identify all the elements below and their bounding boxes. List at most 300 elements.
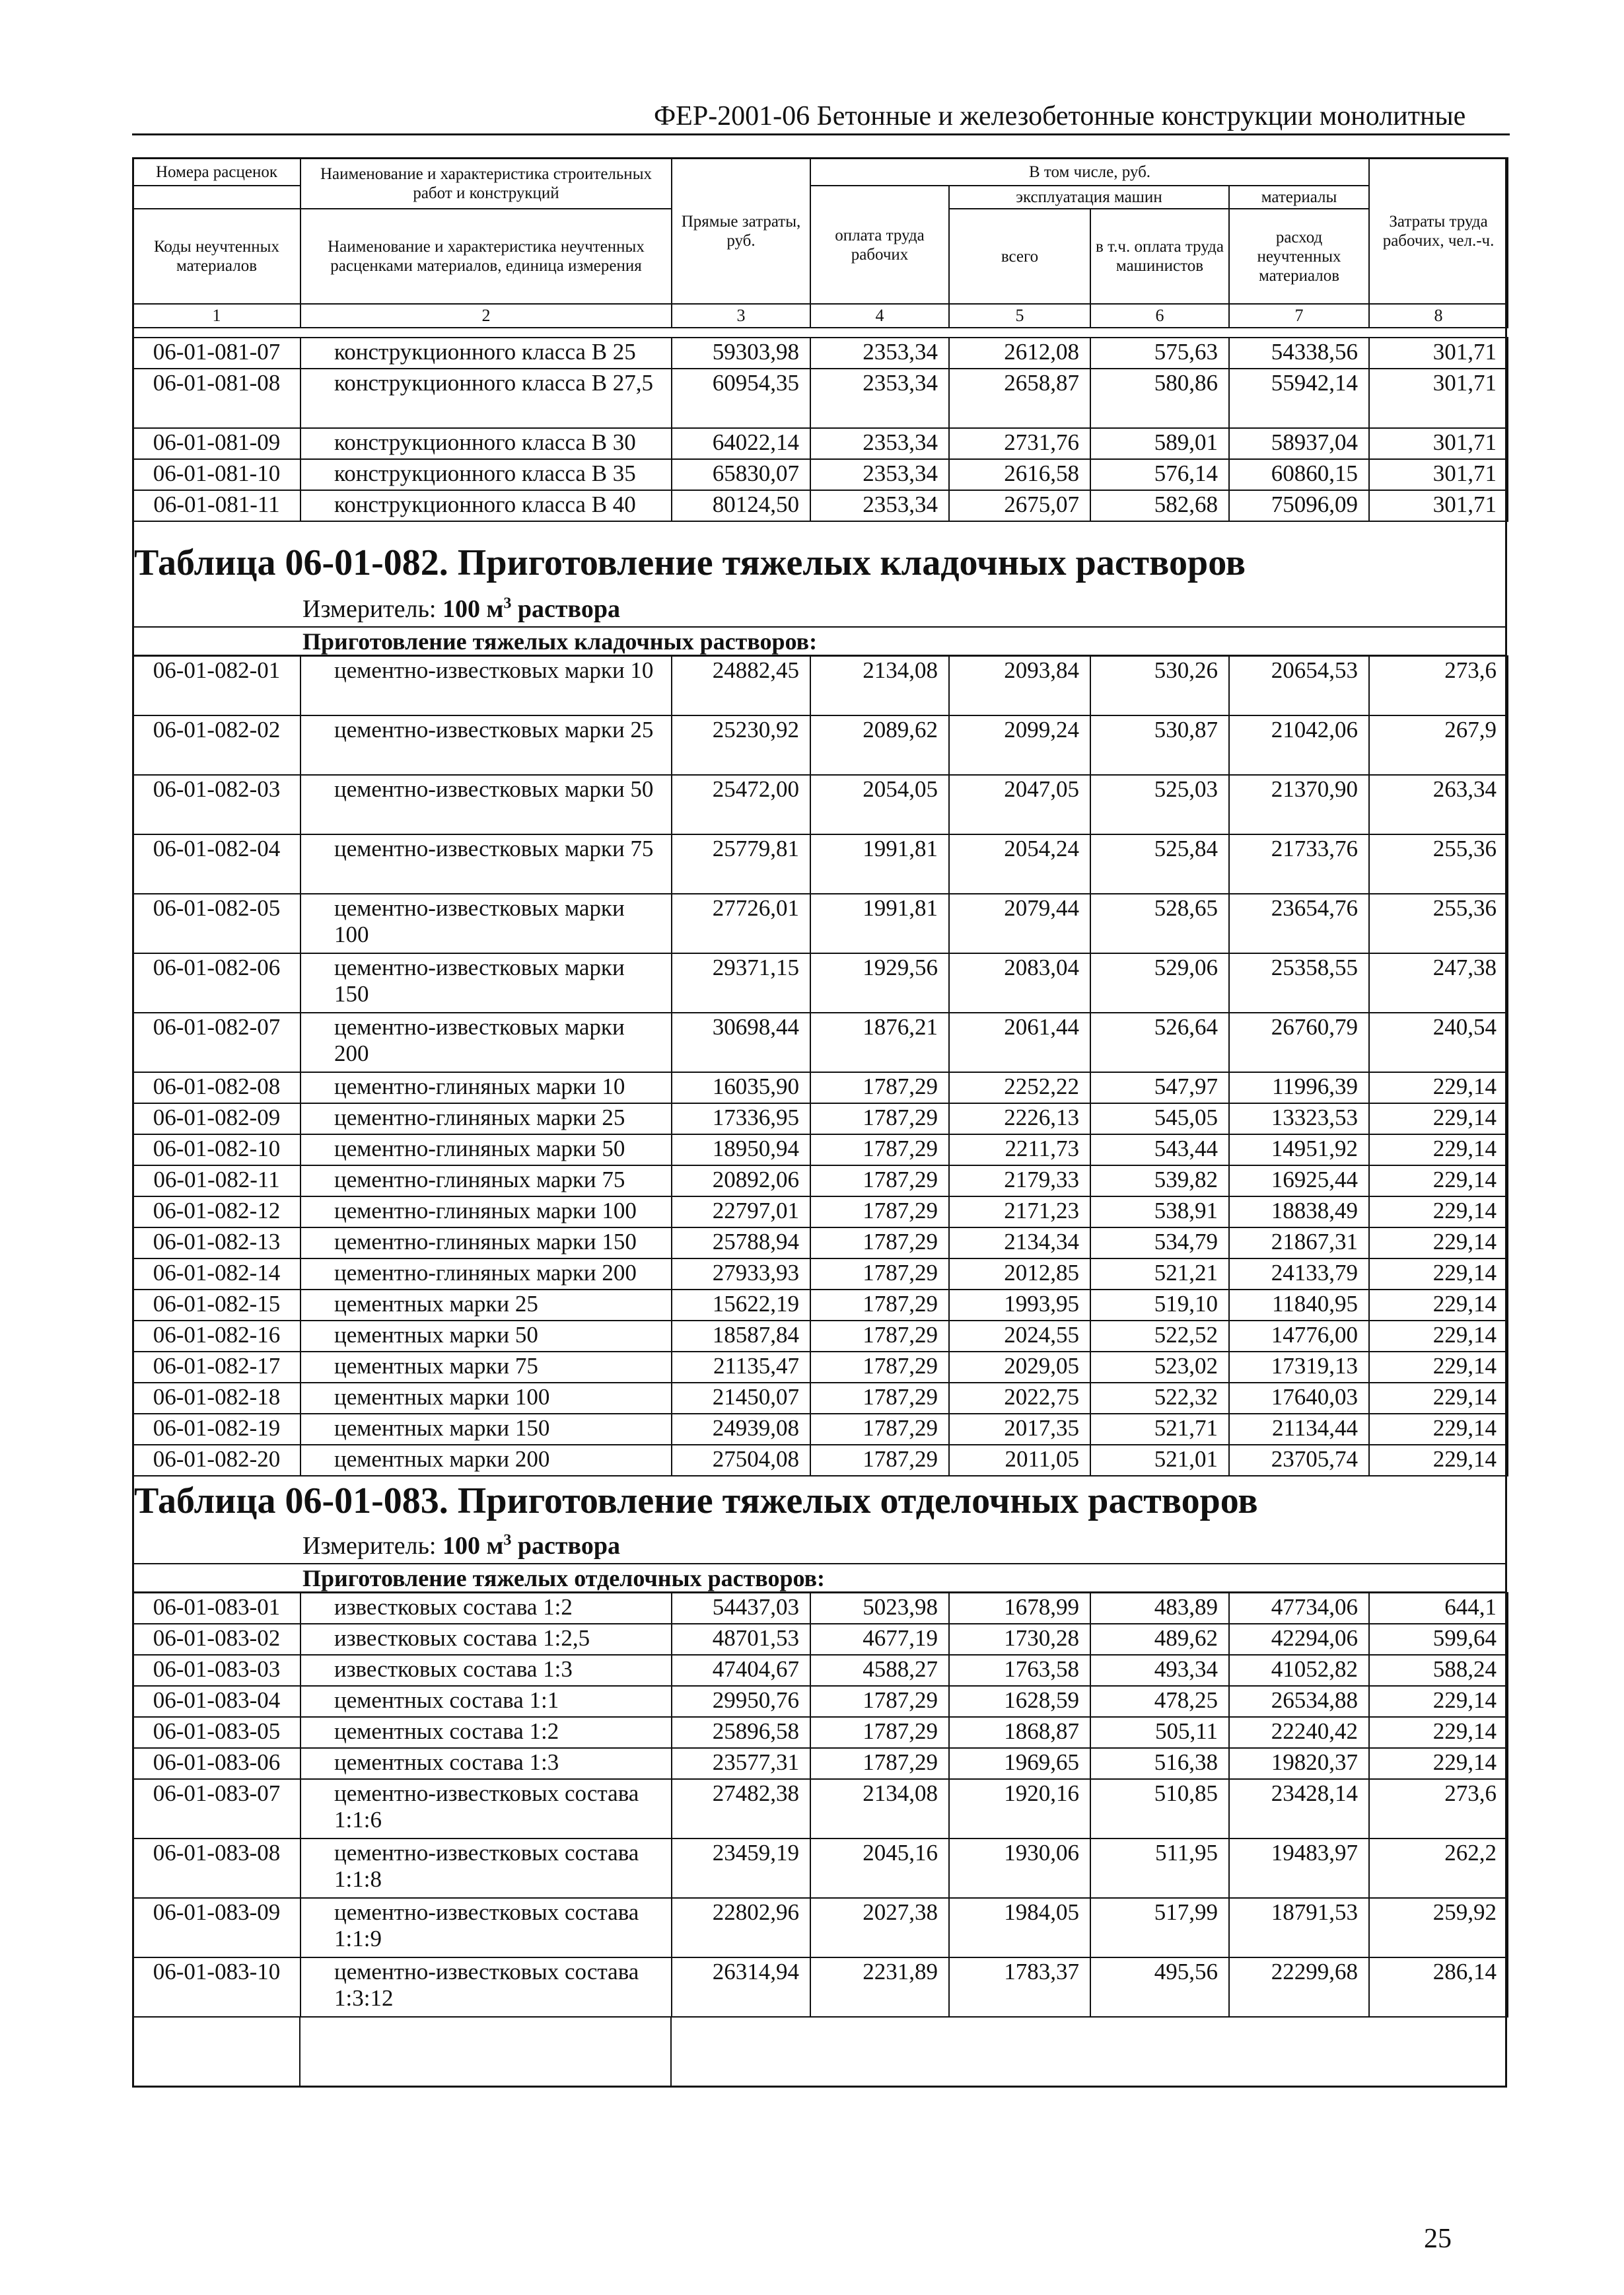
labor-hours-cell: 263,34 — [1369, 775, 1508, 834]
direct-costs-cell: 18587,84 — [672, 1321, 810, 1352]
worker-wages-cell: 1787,29 — [810, 1321, 949, 1352]
materials-usage-cell: 17640,03 — [1229, 1383, 1369, 1414]
labor-hours-cell: 229,14 — [1369, 1258, 1508, 1290]
materials-usage-cell: 23654,76 — [1229, 894, 1369, 953]
machines-total-cell: 2061,44 — [949, 1013, 1090, 1072]
labor-hours-cell: 286,14 — [1369, 1957, 1508, 2017]
machines-total-cell: 2171,23 — [949, 1196, 1090, 1227]
labor-hours-cell: 267,9 — [1369, 715, 1508, 775]
header-rule — [132, 133, 1510, 135]
operator-wages-cell: 530,87 — [1090, 715, 1229, 775]
rate-code: 06-01-082-14 — [133, 1258, 300, 1290]
col-num-4: 4 — [810, 304, 949, 328]
machines-total-cell: 2012,85 — [949, 1258, 1090, 1290]
operator-wages-cell: 529,06 — [1090, 953, 1229, 1013]
rate-code: 06-01-081-07 — [133, 338, 300, 369]
rate-code: 06-01-082-20 — [133, 1445, 300, 1476]
work-name: цементно-известковых марки 75 — [300, 834, 672, 894]
worker-wages-cell: 1787,29 — [810, 1258, 949, 1290]
work-name: известковых состава 1:2,5 — [300, 1624, 672, 1655]
operator-wages-cell: 530,26 — [1090, 656, 1229, 715]
rate-code: 06-01-082-03 — [133, 775, 300, 834]
machines-total-cell: 1984,05 — [949, 1898, 1090, 1957]
col-number-label: Номера расценок — [133, 158, 300, 186]
labor-hours-cell: 229,14 — [1369, 1165, 1508, 1196]
worker-wages-cell: 2027,38 — [810, 1898, 949, 1957]
machines-total-cell: 1783,37 — [949, 1957, 1090, 2017]
machines-total-cell: 2022,75 — [949, 1383, 1090, 1414]
labor-hours-cell: 229,14 — [1369, 1717, 1508, 1748]
rate-code: 06-01-082-17 — [133, 1352, 300, 1383]
work-name: конструкционного класса В 30 — [300, 428, 672, 459]
operator-wages-cell: 511,95 — [1090, 1839, 1229, 1898]
work-name: цементно-глиняных марки 50 — [300, 1134, 672, 1165]
materials-usage-cell: 42294,06 — [1229, 1624, 1369, 1655]
rate-code: 06-01-082-10 — [133, 1134, 300, 1165]
labor-hours-cell: 240,54 — [1369, 1013, 1508, 1072]
worker-wages-cell: 2089,62 — [810, 715, 949, 775]
direct-costs-cell: 25788,94 — [672, 1227, 810, 1258]
work-name: цементно-известковых состава 1:1:9 — [300, 1898, 672, 1957]
rate-code: 06-01-083-01 — [133, 1593, 300, 1624]
col-labor-costs: Затраты труда рабочих, чел.-ч. — [1369, 158, 1508, 304]
col-num-3: 3 — [672, 304, 810, 328]
direct-costs-cell: 25896,58 — [672, 1717, 810, 1748]
work-name: цементных марки 75 — [300, 1352, 672, 1383]
labor-hours-cell: 229,14 — [1369, 1321, 1508, 1352]
operator-wages-cell: 538,91 — [1090, 1196, 1229, 1227]
operator-wages-cell: 522,32 — [1090, 1383, 1229, 1414]
labor-hours-cell: 301,71 — [1369, 490, 1508, 521]
machines-total-cell: 2099,24 — [949, 715, 1090, 775]
materials-usage-cell: 14951,92 — [1229, 1134, 1369, 1165]
operator-wages-cell: 580,86 — [1090, 369, 1229, 428]
work-name: цементных состава 1:1 — [300, 1686, 672, 1717]
labor-hours-cell: 588,24 — [1369, 1655, 1508, 1686]
col-material-name: Наименование и характеристика неучтенных расценками материалов, единица измерения — [300, 209, 672, 304]
direct-costs-cell: 18950,94 — [672, 1134, 810, 1165]
worker-wages-cell: 1787,29 — [810, 1072, 949, 1103]
work-name: цементно-глиняных марки 75 — [300, 1165, 672, 1196]
column-divider — [670, 2018, 672, 2088]
materials-usage-cell: 22240,42 — [1229, 1717, 1369, 1748]
materials-usage-cell: 26760,79 — [1229, 1013, 1369, 1072]
worker-wages-cell: 2353,34 — [810, 490, 949, 521]
operator-wages-cell: 510,85 — [1090, 1779, 1229, 1839]
labor-hours-cell: 273,6 — [1369, 1779, 1508, 1839]
materials-usage-cell: 21134,44 — [1229, 1414, 1369, 1445]
rate-code: 06-01-082-18 — [133, 1383, 300, 1414]
machines-total-cell: 2616,58 — [949, 459, 1090, 490]
col-num-2: 2 — [300, 304, 672, 328]
direct-costs-cell: 24882,45 — [672, 656, 810, 715]
materials-usage-cell: 19483,97 — [1229, 1839, 1369, 1898]
operator-wages-cell: 519,10 — [1090, 1290, 1229, 1321]
rate-code: 06-01-082-04 — [133, 834, 300, 894]
rate-code: 06-01-083-07 — [133, 1779, 300, 1839]
rate-code: 06-01-081-11 — [133, 490, 300, 521]
worker-wages-cell: 2134,08 — [810, 656, 949, 715]
machines-total-cell: 1763,58 — [949, 1655, 1090, 1686]
labor-hours-cell: 229,14 — [1369, 1414, 1508, 1445]
machines-total-cell: 2083,04 — [949, 953, 1090, 1013]
work-name: цементно-известковых марки 100 — [300, 894, 672, 953]
direct-costs-cell: 47404,67 — [672, 1655, 810, 1686]
machines-total-cell: 2134,34 — [949, 1227, 1090, 1258]
work-name: цементно-известковых марки 150 — [300, 953, 672, 1013]
labor-hours-cell: 259,92 — [1369, 1898, 1508, 1957]
work-name: цементно-известковых марки 50 — [300, 775, 672, 834]
work-name: цементно-известковых марки 10 — [300, 656, 672, 715]
operator-wages-cell: 526,64 — [1090, 1013, 1229, 1072]
machines-total-cell: 2047,05 — [949, 775, 1090, 834]
worker-wages-cell: 2353,34 — [810, 369, 949, 428]
column-divider — [299, 2018, 300, 2088]
rate-code: 06-01-082-11 — [133, 1165, 300, 1196]
machines-total-cell: 2079,44 — [949, 894, 1090, 953]
col-machines-total: всего — [949, 209, 1090, 304]
table-082-measure: Измеритель: 100 $м^3$ раствора — [302, 595, 620, 623]
materials-usage-cell: 18791,53 — [1229, 1898, 1369, 1957]
direct-costs-cell: 22802,96 — [672, 1898, 810, 1957]
operator-wages-cell: 582,68 — [1090, 490, 1229, 521]
operator-wages-cell: 528,65 — [1090, 894, 1229, 953]
materials-usage-cell: 75096,09 — [1229, 490, 1369, 521]
direct-costs-cell: 21450,07 — [672, 1383, 810, 1414]
machines-total-cell: 2054,24 — [949, 834, 1090, 894]
labor-hours-cell: 229,14 — [1369, 1445, 1508, 1476]
labor-hours-cell: 599,64 — [1369, 1624, 1508, 1655]
operator-wages-cell: 543,44 — [1090, 1134, 1229, 1165]
worker-wages-cell: 1787,29 — [810, 1134, 949, 1165]
work-name: цементно-известковых состава 1:3:12 — [300, 1957, 672, 2017]
machines-total-cell: 2612,08 — [949, 338, 1090, 369]
direct-costs-cell: 16035,90 — [672, 1072, 810, 1103]
table-083-section-title: Приготовление тяжелых отделочных растворов: — [302, 1565, 826, 1591]
worker-wages-cell: 1787,29 — [810, 1352, 949, 1383]
labor-hours-cell: 301,71 — [1369, 338, 1508, 369]
worker-wages-cell: 4588,27 — [810, 1655, 949, 1686]
materials-usage-cell: 24133,79 — [1229, 1258, 1369, 1290]
work-name: цементных марки 200 — [300, 1445, 672, 1476]
operator-wages-cell: 522,52 — [1090, 1321, 1229, 1352]
direct-costs-cell: 27726,01 — [672, 894, 810, 953]
rate-code: 06-01-082-19 — [133, 1414, 300, 1445]
work-name: цементно-известковых марки 25 — [300, 715, 672, 775]
operator-wages-cell: 534,79 — [1090, 1227, 1229, 1258]
work-name: цементно-известковых состава 1:1:8 — [300, 1839, 672, 1898]
work-name: конструкционного класса В 35 — [300, 459, 672, 490]
machines-total-cell: 1730,28 — [949, 1624, 1090, 1655]
machines-total-cell: 2252,22 — [949, 1072, 1090, 1103]
direct-costs-cell: 29371,15 — [672, 953, 810, 1013]
worker-wages-cell: 1876,21 — [810, 1013, 949, 1072]
rate-code: 06-01-081-08 — [133, 369, 300, 428]
operator-wages-cell: 521,21 — [1090, 1258, 1229, 1290]
worker-wages-cell: 1991,81 — [810, 834, 949, 894]
materials-usage-cell: 21370,90 — [1229, 775, 1369, 834]
machines-total-cell: 1993,95 — [949, 1290, 1090, 1321]
rate-code: 06-01-082-15 — [133, 1290, 300, 1321]
direct-costs-cell: 65830,07 — [672, 459, 810, 490]
operator-wages-cell: 589,01 — [1090, 428, 1229, 459]
labor-hours-cell: 229,14 — [1369, 1686, 1508, 1717]
rate-code: 06-01-082-09 — [133, 1103, 300, 1134]
machines-total-cell: 1920,16 — [949, 1779, 1090, 1839]
direct-costs-cell: 25779,81 — [672, 834, 810, 894]
rate-code: 06-01-083-02 — [133, 1624, 300, 1655]
labor-hours-cell: 229,14 — [1369, 1748, 1508, 1779]
labor-hours-cell: 301,71 — [1369, 428, 1508, 459]
materials-usage-cell: 21867,31 — [1229, 1227, 1369, 1258]
materials-usage-cell: 23705,74 — [1229, 1445, 1369, 1476]
col-materials: материалы — [1229, 186, 1369, 209]
operator-wages-cell: 489,62 — [1090, 1624, 1229, 1655]
materials-usage-cell: 14776,00 — [1229, 1321, 1369, 1352]
running-header: ФЕР-2001-06 Бетонные и железобетонные конструкции монолитные — [654, 101, 1466, 131]
col-num-6: 6 — [1090, 304, 1229, 328]
rate-code: 06-01-082-01 — [133, 656, 300, 715]
worker-wages-cell: 1787,29 — [810, 1290, 949, 1321]
operator-wages-cell: 576,14 — [1090, 459, 1229, 490]
rate-code: 06-01-082-12 — [133, 1196, 300, 1227]
work-name: известковых состава 1:3 — [300, 1655, 672, 1686]
worker-wages-cell: 2353,34 — [810, 428, 949, 459]
work-name: цементно-глиняных марки 200 — [300, 1258, 672, 1290]
direct-costs-cell: 27482,38 — [672, 1779, 810, 1839]
machines-total-cell: 2211,73 — [949, 1134, 1090, 1165]
labor-hours-cell: 247,38 — [1369, 953, 1508, 1013]
direct-costs-cell: 20892,06 — [672, 1165, 810, 1196]
direct-costs-cell: 21135,47 — [672, 1352, 810, 1383]
materials-usage-cell: 11840,95 — [1229, 1290, 1369, 1321]
operator-wages-cell: 539,82 — [1090, 1165, 1229, 1196]
materials-usage-cell: 21042,06 — [1229, 715, 1369, 775]
materials-usage-cell: 20654,53 — [1229, 656, 1369, 715]
work-name: конструкционного класса В 25 — [300, 338, 672, 369]
worker-wages-cell: 2045,16 — [810, 1839, 949, 1898]
col-direct-costs: Прямые затраты, руб. — [672, 158, 810, 304]
machines-total-cell: 1930,06 — [949, 1839, 1090, 1898]
labor-hours-cell: 229,14 — [1369, 1290, 1508, 1321]
worker-wages-cell: 2134,08 — [810, 1779, 949, 1839]
work-name: цементно-глиняных марки 150 — [300, 1227, 672, 1258]
labor-hours-cell: 255,36 — [1369, 834, 1508, 894]
worker-wages-cell: 1929,56 — [810, 953, 949, 1013]
direct-costs-cell: 26314,94 — [672, 1957, 810, 2017]
work-name: конструкционного класса В 27,5 — [300, 369, 672, 428]
table-082-title: Таблица 06-01-082. Приготовление тяжелых кладочных растворов — [134, 542, 1246, 583]
col-name-label: Наименование и характеристика строительных работ и конструкций — [300, 158, 672, 209]
machines-total-cell: 2093,84 — [949, 656, 1090, 715]
rate-code: 06-01-083-03 — [133, 1655, 300, 1686]
materials-usage-cell: 17319,13 — [1229, 1352, 1369, 1383]
work-name: цементно-глиняных марки 10 — [300, 1072, 672, 1103]
labor-hours-cell: 229,14 — [1369, 1227, 1508, 1258]
work-name: цементно-известковых состава 1:1:6 — [300, 1779, 672, 1839]
labor-hours-cell: 229,14 — [1369, 1196, 1508, 1227]
worker-wages-cell: 1787,29 — [810, 1196, 949, 1227]
operator-wages-cell: 575,63 — [1090, 338, 1229, 369]
col-wages: оплата труда рабочих — [810, 186, 949, 304]
operator-wages-cell: 516,38 — [1090, 1748, 1229, 1779]
rate-code: 06-01-082-06 — [133, 953, 300, 1013]
machines-total-cell: 1969,65 — [949, 1748, 1090, 1779]
worker-wages-cell: 1787,29 — [810, 1227, 949, 1258]
rate-code: 06-01-083-05 — [133, 1717, 300, 1748]
machines-total-cell: 1868,87 — [949, 1717, 1090, 1748]
materials-usage-cell: 13323,53 — [1229, 1103, 1369, 1134]
page-number: 25 — [1424, 2224, 1452, 2254]
work-name: цементно-глиняных марки 25 — [300, 1103, 672, 1134]
machines-total-cell: 2029,05 — [949, 1352, 1090, 1383]
machines-total-cell: 2658,87 — [949, 369, 1090, 428]
materials-usage-cell: 58937,04 — [1229, 428, 1369, 459]
machines-total-cell: 2017,35 — [949, 1414, 1090, 1445]
direct-costs-cell: 80124,50 — [672, 490, 810, 521]
direct-costs-cell: 23577,31 — [672, 1748, 810, 1779]
operator-wages-cell: 483,89 — [1090, 1593, 1229, 1624]
operator-wages-cell: 545,05 — [1090, 1103, 1229, 1134]
rate-code: 06-01-082-07 — [133, 1013, 300, 1072]
work-name: цементных состава 1:2 — [300, 1717, 672, 1748]
materials-usage-cell: 54338,56 — [1229, 338, 1369, 369]
materials-usage-cell: 21733,76 — [1229, 834, 1369, 894]
worker-wages-cell: 2231,89 — [810, 1957, 949, 2017]
labor-hours-cell: 229,14 — [1369, 1103, 1508, 1134]
materials-usage-cell: 22299,68 — [1229, 1957, 1369, 2017]
col-including: В том числе, руб. — [810, 158, 1369, 186]
materials-usage-cell: 11996,39 — [1229, 1072, 1369, 1103]
worker-wages-cell: 1787,29 — [810, 1445, 949, 1476]
direct-costs-cell: 15622,19 — [672, 1290, 810, 1321]
worker-wages-cell: 4677,19 — [810, 1624, 949, 1655]
worker-wages-cell: 1787,29 — [810, 1414, 949, 1445]
table-082-section-title: Приготовление тяжелых кладочных растворов: — [302, 628, 818, 655]
operator-wages-cell: 493,34 — [1090, 1655, 1229, 1686]
operator-wages-cell: 478,25 — [1090, 1686, 1229, 1717]
col-operator-wages: в т.ч. оплата труда машинистов — [1090, 209, 1229, 304]
materials-usage-cell: 16925,44 — [1229, 1165, 1369, 1196]
work-name: известковых состава 1:2 — [300, 1593, 672, 1624]
worker-wages-cell: 1787,29 — [810, 1383, 949, 1414]
operator-wages-cell: 525,03 — [1090, 775, 1229, 834]
worker-wages-cell: 1787,29 — [810, 1686, 949, 1717]
worker-wages-cell: 1787,29 — [810, 1748, 949, 1779]
table-083-title: Таблица 06-01-083. Приготовление тяжелых отделочных растворов — [134, 1480, 1258, 1521]
worker-wages-cell: 2353,34 — [810, 338, 949, 369]
work-name: цементных марки 25 — [300, 1290, 672, 1321]
rate-code: 06-01-081-10 — [133, 459, 300, 490]
operator-wages-cell: 523,02 — [1090, 1352, 1229, 1383]
worker-wages-cell: 5023,98 — [810, 1593, 949, 1624]
materials-usage-cell: 25358,55 — [1229, 953, 1369, 1013]
col-material-codes: Коды неучтенных материалов — [133, 209, 300, 304]
machines-total-cell: 2011,05 — [949, 1445, 1090, 1476]
rate-code: 06-01-082-16 — [133, 1321, 300, 1352]
operator-wages-cell: 521,71 — [1090, 1414, 1229, 1445]
materials-usage-cell: 18838,49 — [1229, 1196, 1369, 1227]
work-name: цементных марки 50 — [300, 1321, 672, 1352]
rate-code: 06-01-083-04 — [133, 1686, 300, 1717]
rate-code: 06-01-082-13 — [133, 1227, 300, 1258]
col-num-7: 7 — [1229, 304, 1369, 328]
operator-wages-cell: 505,11 — [1090, 1717, 1229, 1748]
direct-costs-cell: 54437,03 — [672, 1593, 810, 1624]
materials-usage-cell: 55942,14 — [1229, 369, 1369, 428]
page-frame — [132, 157, 1507, 2088]
machines-total-cell: 1678,99 — [949, 1593, 1090, 1624]
worker-wages-cell: 2054,05 — [810, 775, 949, 834]
rate-code: 06-01-083-06 — [133, 1748, 300, 1779]
machines-total-cell: 2024,55 — [949, 1321, 1090, 1352]
col-num-1: 1 — [133, 304, 300, 328]
direct-costs-cell: 30698,44 — [672, 1013, 810, 1072]
labor-hours-cell: 273,6 — [1369, 656, 1508, 715]
rate-code: 06-01-082-02 — [133, 715, 300, 775]
materials-usage-cell: 47734,06 — [1229, 1593, 1369, 1624]
direct-costs-cell: 48701,53 — [672, 1624, 810, 1655]
labor-hours-cell: 229,14 — [1369, 1072, 1508, 1103]
direct-costs-cell: 64022,14 — [672, 428, 810, 459]
labor-hours-cell: 301,71 — [1369, 459, 1508, 490]
direct-costs-cell: 29950,76 — [672, 1686, 810, 1717]
machines-total-cell: 2675,07 — [949, 490, 1090, 521]
worker-wages-cell: 1991,81 — [810, 894, 949, 953]
rate-code: 06-01-081-09 — [133, 428, 300, 459]
direct-costs-cell: 60954,35 — [672, 369, 810, 428]
work-name: цементно-глиняных марки 100 — [300, 1196, 672, 1227]
labor-hours-cell: 644,1 — [1369, 1593, 1508, 1624]
rate-code: 06-01-083-09 — [133, 1898, 300, 1957]
col-num-5: 5 — [949, 304, 1090, 328]
materials-usage-cell: 41052,82 — [1229, 1655, 1369, 1686]
materials-usage-cell: 23428,14 — [1229, 1779, 1369, 1839]
operator-wages-cell: 495,56 — [1090, 1957, 1229, 2017]
table-083-measure: Измеритель: 100 $м^3$ раствора — [302, 1531, 620, 1560]
rate-code: 06-01-083-10 — [133, 1957, 300, 2017]
direct-costs-cell: 27933,93 — [672, 1258, 810, 1290]
direct-costs-cell: 25230,92 — [672, 715, 810, 775]
labor-hours-cell: 229,14 — [1369, 1352, 1508, 1383]
direct-costs-cell: 23459,19 — [672, 1839, 810, 1898]
direct-costs-cell: 27504,08 — [672, 1445, 810, 1476]
worker-wages-cell: 1787,29 — [810, 1103, 949, 1134]
materials-usage-cell: 26534,88 — [1229, 1686, 1369, 1717]
labor-hours-cell: 255,36 — [1369, 894, 1508, 953]
work-name: цементно-известковых марки 200 — [300, 1013, 672, 1072]
col-num-8: 8 — [1369, 304, 1508, 328]
labor-hours-cell: 229,14 — [1369, 1383, 1508, 1414]
direct-costs-cell: 17336,95 — [672, 1103, 810, 1134]
worker-wages-cell: 1787,29 — [810, 1717, 949, 1748]
worker-wages-cell: 1787,29 — [810, 1165, 949, 1196]
machines-total-cell: 1628,59 — [949, 1686, 1090, 1717]
machines-total-cell: 2226,13 — [949, 1103, 1090, 1134]
col-machines: эксплуатация машин — [949, 186, 1229, 209]
rate-code: 06-01-082-08 — [133, 1072, 300, 1103]
materials-usage-cell: 19820,37 — [1229, 1748, 1369, 1779]
labor-hours-cell: 262,2 — [1369, 1839, 1508, 1898]
direct-costs-cell: 24939,08 — [672, 1414, 810, 1445]
direct-costs-cell: 25472,00 — [672, 775, 810, 834]
operator-wages-cell: 547,97 — [1090, 1072, 1229, 1103]
col-material-usage: расход неучтенных материалов — [1229, 209, 1369, 304]
work-name: цементных состава 1:3 — [300, 1748, 672, 1779]
work-name: цементных марки 150 — [300, 1414, 672, 1445]
direct-costs-cell: 22797,01 — [672, 1196, 810, 1227]
machines-total-cell: 2731,76 — [949, 428, 1090, 459]
